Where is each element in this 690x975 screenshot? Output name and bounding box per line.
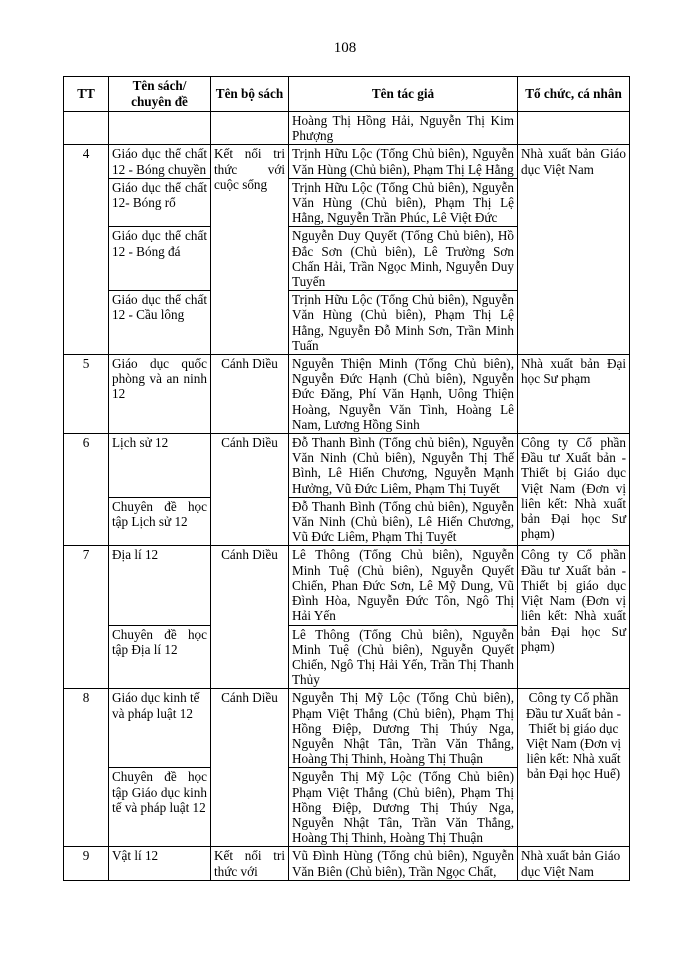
textbook-table [63, 76, 630, 881]
header-org: Tổ chức, cá nhân [518, 77, 630, 112]
book-title-cell: Lịch sử 12 [109, 434, 211, 498]
header-tt: TT [64, 77, 109, 112]
table-row [64, 546, 630, 625]
authors-cell: Đỗ Thanh Bình (Tổng chủ biên), Nguyễn Văn Ninh (Chủ biên), Lê Hiến Chương, Vũ Đức Liêm, Phạm Thị Tuyết [289, 497, 518, 546]
book-title-cell: Chuyên đề học tập Địa lí 12 [109, 625, 211, 689]
authors-cell: Trịnh Hữu Lộc (Tổng Chủ biên), Nguyễn Văn Hùng (Chủ biên), Phạm Thị Lệ Hằng, Nguyễn Trần Phúc, Lê Việt Đức [289, 178, 518, 227]
book-title-cell: Giáo dục quốc phòng và an ninh 12 [109, 355, 211, 434]
authors-cell: Đỗ Thanh Bình (Tổng chủ biên), Nguyễn Văn Ninh (Chủ biên), Nguyễn Thị Thế Bình, Lê Hiến Chương, Nguyễn Mạnh Hưởng, Vũ Đức Liêm, Phạm Thị Tuyết [289, 434, 518, 498]
org-cell: Nhà xuất bản Giáo dục Việt Nam [518, 847, 630, 880]
authors-cell: Nguyễn Thị Mỹ Lộc (Tổng Chủ biên) Phạm Việt Thắng (Chủ biên), Phạm Thị Hồng Điệp, Dương Thị Thúy Nga, Nguyễn Nhật Tân, Trần Văn Thắng, Hoàng Thị Thinh, Hoàng Thị Thuận [289, 768, 518, 847]
header-series: Tên bộ sách [211, 77, 289, 112]
book-title-cell: Giáo dục kinh tế và pháp luật 12 [109, 689, 211, 768]
book-title-cell: Vật lí 12 [109, 847, 211, 880]
series-cell: Cánh Diều [211, 434, 289, 546]
authors-cell: Trịnh Hữu Lộc (Tổng Chủ biên), Nguyễn Văn Hùng (Chủ biên), Phạm Thị Lệ Hằng, Nguyễn Đỗ Minh Sơn, Trần Minh Tuấn [289, 291, 518, 355]
book-title-cell: Chuyên đề học tập Giáo dục kinh tế và pháp luật 12 [109, 768, 211, 847]
tt-cell: 7 [64, 546, 109, 689]
tt-cell: 9 [64, 847, 109, 880]
authors-cell: Nguyễn Thiện Minh (Tổng Chủ biên), Nguyễn Đức Hạnh (Chủ biên), Nguyễn Đức Đăng, Phí Văn Hạnh, Uông Thiện Hoàng, Nguyễn Văn Tình, Hoàng Lê Nam, Lương Hồng Sinh [289, 355, 518, 434]
table-row [64, 689, 630, 768]
continued-title-cell [109, 112, 211, 145]
authors-cell: Nguyễn Thị Mỹ Lộc (Tổng Chủ biên), Phạm Việt Thắng (Chủ biên), Phạm Thị Hồng Điệp, Dương Thị Thúy Nga, Nguyễn Nhật Tân, Trần Văn Thắng, Hoàng Thị Thinh, Hoàng Thị Thuận [289, 689, 518, 768]
book-title-cell: Giáo dục thể chất 12 - Bóng chuyền [109, 145, 211, 178]
book-title-cell: Địa lí 12 [109, 546, 211, 625]
authors-cell: Lê Thông (Tổng Chủ biên), Nguyễn Minh Tuệ (Chủ biên), Nguyễn Quyết Chiến, Phan Đức Sơn, Lê Mỹ Dung, Vũ Đình Hòa, Nguyễn Đức Tôn, Ngô Thị Hải Yến [289, 546, 518, 625]
authors-cell: Nguyễn Duy Quyết (Tổng Chủ biên), Hồ Đắc Sơn (Chủ biên), Lê Trường Sơn Chấn Hải, Trần Ngọc Minh, Nguyễn Duy Tuyến [289, 227, 518, 291]
authors-cell: Trịnh Hữu Lộc (Tổng Chủ biên), Nguyễn Văn Hùng (Chủ biên), Phạm Thị Lệ Hằng [289, 145, 518, 178]
book-title-cell: Giáo dục thể chất 12 - Cầu lông [109, 291, 211, 355]
tt-cell: 5 [64, 355, 109, 434]
table-row [64, 434, 630, 498]
org-cell: Nhà xuất bản Đại học Sư phạm [518, 355, 630, 434]
header-row [64, 77, 630, 112]
continued-series-cell [211, 112, 289, 145]
tt-cell: 8 [64, 689, 109, 847]
authors-cell: Lê Thông (Tổng Chủ biên), Nguyễn Minh Tuệ (Chủ biên), Nguyễn Quyết Chiến, Ngô Thị Hải Yến, Trần Thị Thanh Thủy [289, 625, 518, 689]
continued-authors-cell: Hoàng Thị Hồng Hải, Nguyễn Thị Kim Phượng [289, 112, 518, 145]
series-cell: Cánh Diều [211, 355, 289, 434]
tt-cell: 4 [64, 145, 109, 355]
tt-cell: 6 [64, 434, 109, 546]
header-authors: Tên tác giả [289, 77, 518, 112]
header-title: Tên sách/ chuyên đề [109, 77, 211, 112]
series-cell: Cánh Diều [211, 546, 289, 689]
book-title-cell: Giáo dục thể chất 12 - Bóng đá [109, 227, 211, 291]
org-cell: Công ty Cổ phần Đầu tư Xuất bản - Thiết bị giáo dục Việt Nam (Đơn vị liên kết: Nhà xuất bản Đại học Huế) [518, 689, 630, 847]
continued-row [64, 112, 630, 145]
table-row [64, 355, 630, 434]
table-row [64, 847, 630, 880]
continued-org-cell [518, 112, 630, 145]
continued-tt-cell [64, 112, 109, 145]
authors-cell: Vũ Đình Hùng (Tổng chủ biên), Nguyễn Văn Biên (Chủ biên), Trần Ngọc Chất, [289, 847, 518, 880]
table-row [64, 145, 630, 178]
org-cell: Công ty Cổ phần Đầu tư Xuất bản - Thiết bị giáo dục Việt Nam (Đơn vị liên kết: Nhà xuất bản Đại học Sư phạm) [518, 546, 630, 689]
series-cell: Kết nối tri thức với cuộc sống [211, 145, 289, 355]
page-number: 108 [333, 40, 357, 56]
org-cell: Công ty Cổ phần Đầu tư Xuất bản - Thiết bị Giáo dục Việt Nam (Đơn vị liên kết: Nhà xuất bản Đại học Sư phạm) [518, 434, 630, 546]
series-cell: Cánh Diều [211, 689, 289, 847]
series-cell: Kết nối tri thức với [211, 847, 289, 880]
book-title-cell: Chuyên đề học tập Lịch sử 12 [109, 497, 211, 546]
org-cell: Nhà xuất bản Giáo dục Việt Nam [518, 145, 630, 355]
book-title-cell: Giáo dục thể chất 12- Bóng rổ [109, 178, 211, 227]
